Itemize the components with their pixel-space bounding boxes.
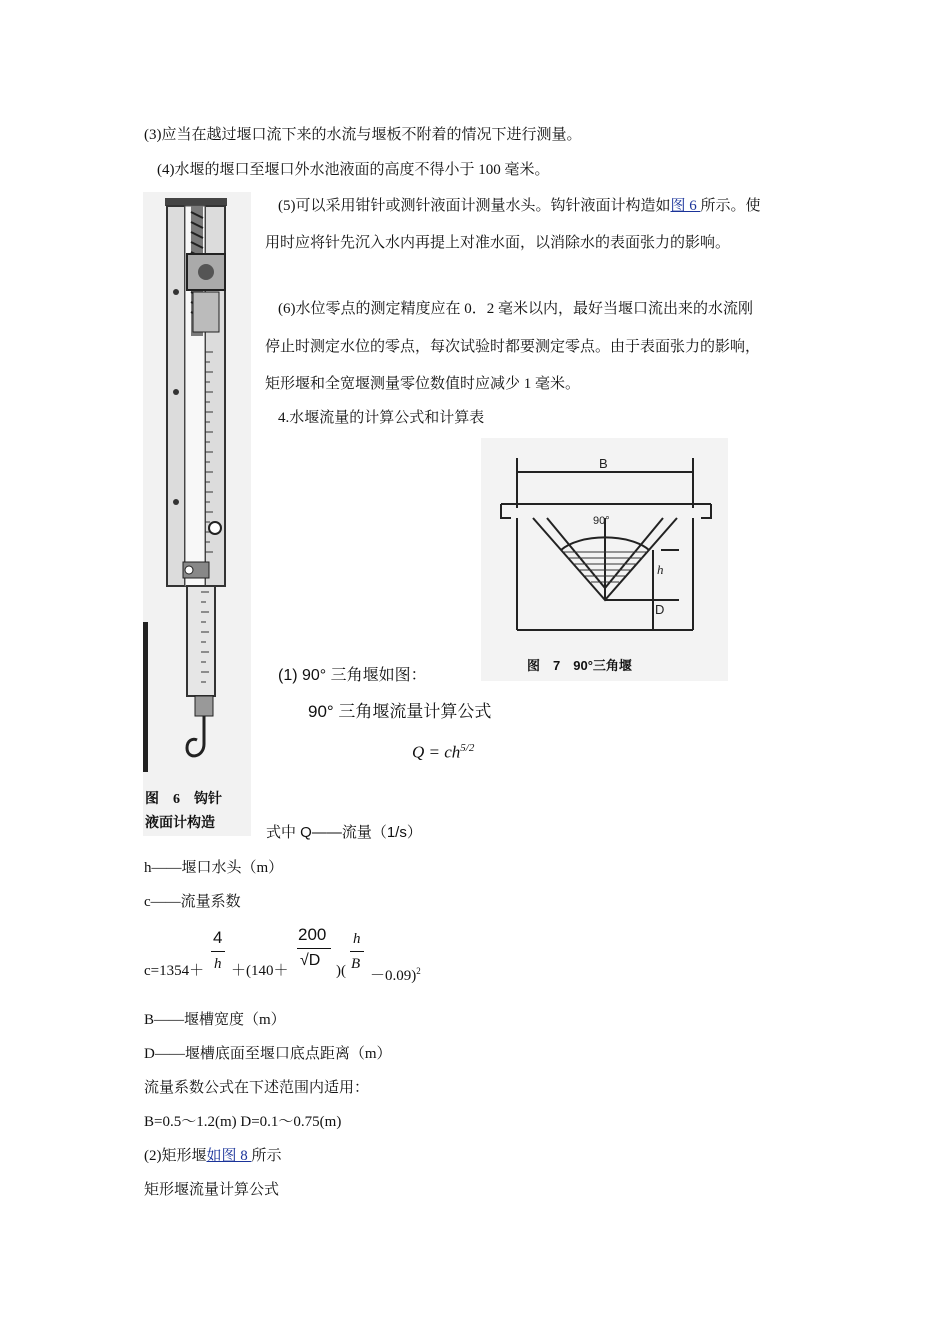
c-fraction-1-bar: [211, 951, 225, 952]
figure-8-link[interactable]: 如图 8: [206, 1148, 252, 1164]
paragraph-6-line-1: (6)水位零点的测定精度应在 0．2 毫米以内，最好当堰口流出来的水流刚: [278, 301, 753, 317]
paragraph-5-line-1: [278, 196, 761, 216]
paragraph-3: (3)应当在越过堰口流下来的水流与堰板不附着的情况下进行测量。: [144, 127, 582, 143]
figure-7-triangular-weir: [481, 438, 728, 681]
c-fraction-3-denominator: B: [351, 956, 361, 972]
c-fraction-2-bar: [297, 948, 331, 949]
c-fraction-1-numerator: 4: [213, 928, 223, 947]
paragraph-4: (4)水堰的堰口至堰口外水池液面的高度不得小于 100 毫米。: [157, 162, 550, 178]
triangular-weir-title: (1) 90° 三角堰如图：: [278, 667, 427, 684]
figure-6-caption-line-1: 图 6 钩针: [145, 792, 222, 807]
weir-angle-label: 90°: [593, 515, 610, 527]
c-fraction-3-bar: [350, 951, 364, 952]
rectangular-weir-line: [144, 1146, 282, 1166]
paragraph-6-line-3: 矩形堰和全宽堰测量零位数值时应减少 1 毫米。: [265, 376, 581, 392]
section-4-heading: 4.水堰流量的计算公式和计算表: [278, 410, 485, 426]
weir-depth-label: D: [655, 602, 665, 617]
hook-gauge-drawing: [143, 192, 251, 836]
definition-D: D——堰槽底面至堰口底点距离（m）: [144, 1046, 392, 1062]
rectangular-weir-text: (2)矩形堰: [144, 1148, 207, 1164]
flow-formula: [412, 738, 474, 763]
rectangular-weir-formula-title: 矩形堰流量计算公式: [144, 1182, 280, 1198]
triangular-weir-drawing: [481, 438, 728, 648]
paragraph-5-line-2: 用时应将针先沉入水内再提上对准水面，以消除水的表面张力的影响。: [265, 235, 731, 251]
c-fraction-2-denominator: √D: [300, 952, 321, 969]
c-fraction-2-numerator: 200: [298, 925, 327, 944]
paragraph-5-text: (5)可以采用钳针或测针液面计测量水头。钩针液面计构造如: [278, 198, 671, 214]
paragraph-5-text-tail: 所示。使: [700, 198, 761, 214]
c-formula-tail-text: －0.09): [370, 968, 417, 984]
c-formula-middle: ＋(140＋: [231, 963, 289, 979]
figure-6-link[interactable]: 图 6: [670, 198, 701, 214]
figure-7-caption: 图 7 90°三角堰: [527, 658, 632, 673]
c-formula-tail: [370, 961, 421, 986]
c-formula-tail-exponent: 2: [416, 966, 421, 976]
figure-6-hook-gauge: [143, 192, 251, 836]
flow-formula-main: Q = ch: [412, 742, 461, 762]
applicable-range: B=0.5～1.2(m) D=0.1～0.75(m): [144, 1114, 342, 1130]
c-fraction-3-numerator: h: [353, 931, 361, 947]
weir-width-label: B: [599, 456, 608, 471]
figure-6-caption-line-2: 液面计构造: [145, 816, 215, 831]
c-formula-prefix: c=1354＋: [144, 963, 205, 979]
c-formula-middle-2: )(: [336, 963, 346, 979]
definition-B: B——堰槽宽度（m）: [144, 1012, 286, 1028]
applicable-range-title: 流量系数公式在下述范围内适用：: [144, 1080, 370, 1096]
c-fraction-1-denominator: h: [214, 956, 222, 972]
weir-head-label: h: [657, 562, 664, 577]
definition-h: h——堰口水头（m）: [144, 860, 284, 876]
definition-c: c——流量系数: [144, 894, 241, 910]
rectangular-weir-text-tail: 所示: [251, 1148, 282, 1164]
paragraph-6-line-2: 停止时测定水位的零点，每次试验时都要测定零点。由于表面张力的影响，: [265, 339, 761, 355]
triangular-weir-formula-title: 90° 三角堰流量计算公式: [308, 702, 492, 721]
definition-Q: 式中 Q——流量（1/s）: [266, 824, 422, 841]
flow-formula-exponent: 5/2: [460, 742, 475, 754]
